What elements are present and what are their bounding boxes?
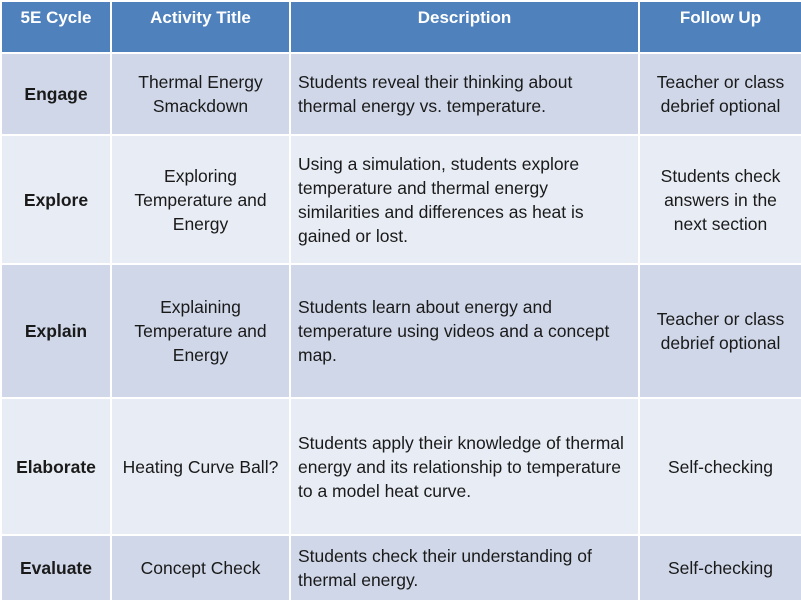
table-header bbox=[1, 1, 801, 53]
header-5e-cycle: 5E Cycle bbox=[1, 1, 111, 53]
table-row bbox=[1, 535, 801, 601]
header-follow-up: Follow Up bbox=[639, 1, 801, 53]
phase-cell: Evaluate bbox=[1, 535, 111, 601]
follow-up-cell: Self-checking bbox=[639, 398, 801, 535]
activity-title-cell: Exploring Temperature and Energy bbox=[111, 135, 290, 264]
table-row bbox=[1, 264, 801, 398]
phase-cell: Explain bbox=[1, 264, 111, 398]
follow-up-cell: Teacher or class debrief optional bbox=[639, 264, 801, 398]
table-row bbox=[1, 398, 801, 535]
phase-cell: Explore bbox=[1, 135, 111, 264]
table-row bbox=[1, 53, 801, 135]
follow-up-cell: Students check answers in the next section bbox=[639, 135, 801, 264]
activity-title-cell: Heating Curve Ball? bbox=[111, 398, 290, 535]
table-row bbox=[1, 135, 801, 264]
header-description: Description bbox=[290, 1, 639, 53]
activity-title-cell: Explaining Temperature and Energy bbox=[111, 264, 290, 398]
follow-up-cell: Teacher or class debrief optional bbox=[639, 53, 801, 135]
activity-title-cell: Thermal Energy Smackdown bbox=[111, 53, 290, 135]
follow-up-cell: Self-checking bbox=[639, 535, 801, 601]
table-body bbox=[1, 53, 801, 601]
header-row bbox=[1, 1, 801, 53]
description-cell: Students reveal their thinking about thermal energy vs. temperature. bbox=[290, 53, 639, 135]
activity-title-cell: Concept Check bbox=[111, 535, 290, 601]
header-activity-title: Activity Title bbox=[111, 1, 290, 53]
phase-cell: Engage bbox=[1, 53, 111, 135]
description-cell: Students apply their knowledge of thermal energy and its relationship to temperature to a model heat curve. bbox=[290, 398, 639, 535]
description-cell: Using a simulation, students explore temperature and thermal energy similarities and differences as heat is gained or lost. bbox=[290, 135, 639, 264]
phase-cell: Elaborate bbox=[1, 398, 111, 535]
description-cell: Students learn about energy and temperature using videos and a concept map. bbox=[290, 264, 639, 398]
description-cell: Students check their understanding of thermal energy. bbox=[290, 535, 639, 601]
